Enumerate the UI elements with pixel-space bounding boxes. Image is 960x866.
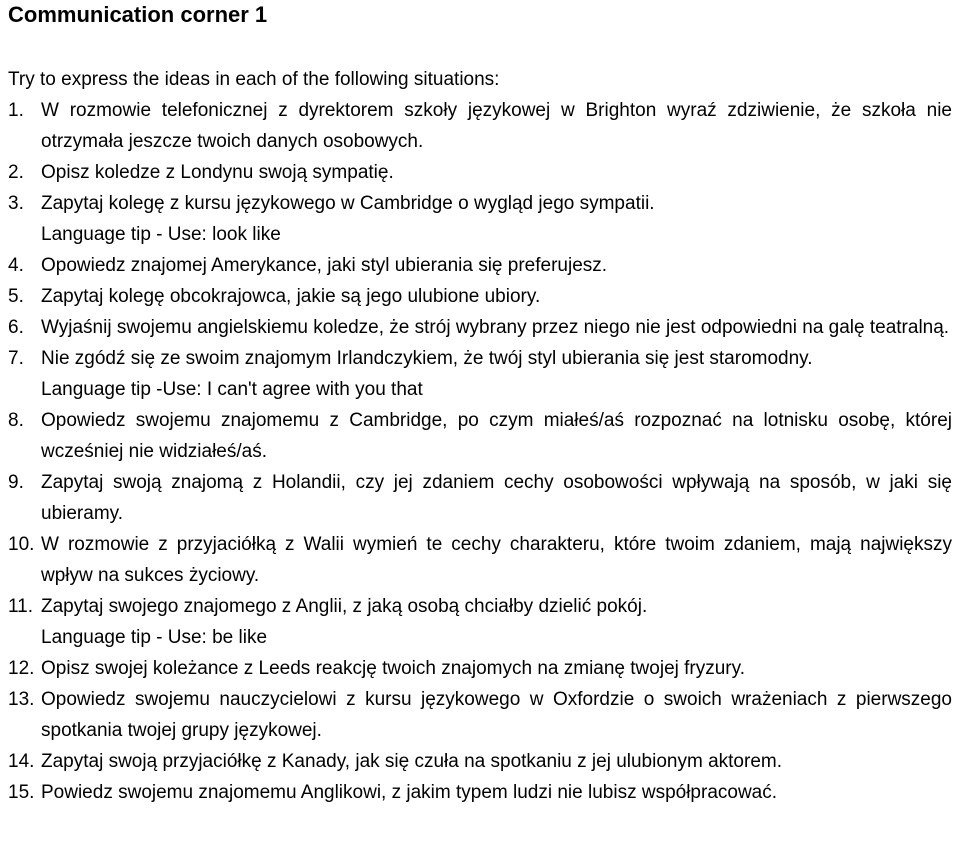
item-text: Opisz swojej koleżance z Leeds reakcję twoich znajomych na zmianę twojej fryzury. [41, 658, 746, 679]
item-number: 6. [8, 317, 24, 338]
item-text: Opowiedz znajomej Amerykance, jaki styl ubierania się preferujesz. [41, 255, 608, 276]
item-text: W rozmowie telefonicznej z dyrektorem szkoły językowej w Brighton wyraź zdziwienie, że szkoła nie otrzymała jeszcze twoich danych osobowych. [41, 100, 952, 152]
list-item [8, 653, 952, 684]
item-text: Nie zgódź się ze swoim znajomym Irlandczykiem, że twój styl ubierania się jest staromodny. [41, 348, 813, 369]
language-tip: Language tip - Use: be like [41, 627, 268, 648]
list-item [8, 250, 952, 281]
item-text: W rozmowie z przyjaciółką z Walii wymień te cechy charakteru, które twoim zdaniem, mają największy wpływ na sukces życiowy. [41, 534, 952, 586]
item-number: 10. [8, 534, 35, 555]
item-text: Powiedz swojemu znajomemu Anglikowi, z jakim typem ludzi nie lubisz współpracować. [41, 782, 778, 803]
item-number: 2. [8, 162, 24, 183]
item-number: 11. [8, 596, 34, 617]
list-item [8, 467, 952, 529]
intro-text: Try to express the ideas in each of the following situations: [8, 69, 500, 90]
list-item [8, 405, 952, 467]
item-text: Zapytaj kolegę z kursu językowego w Cambridge o wygląd jego sympatii. [41, 193, 655, 214]
item-number: 5. [8, 286, 24, 307]
item-number: 9. [8, 472, 24, 493]
list-item [8, 777, 952, 808]
list-item [8, 95, 952, 157]
item-number: 1. [8, 100, 24, 121]
list-item [8, 157, 952, 188]
item-text: Zapytaj swoją znajomą z Holandii, czy jej zdaniem cechy osobowości wpływają na sposób, w jaki się ubieramy. [41, 472, 952, 524]
item-number: 12. [8, 658, 35, 679]
item-number: 13. [8, 689, 35, 710]
language-tip: Language tip - Use: look like [41, 224, 281, 245]
item-text: Zapytaj swojego znajomego z Anglii, z jaką osobą chciałby dzielić pokój. [41, 596, 648, 617]
item-number: 3. [8, 193, 24, 214]
list-item [8, 591, 952, 622]
language-tip: Language tip -Use: I can't agree with you that [41, 379, 423, 400]
list-item [8, 529, 952, 591]
item-number: 7. [8, 348, 24, 369]
list-item [8, 746, 952, 777]
list-item [8, 343, 952, 374]
list-item [8, 312, 952, 343]
item-text: Opowiedz swojemu nauczycielowi z kursu językowego w Oxfordzie o swoich wrażeniach z pierwszego spotkania twojej grupy językowej. [41, 689, 952, 741]
item-text: Opowiedz swojemu znajomemu z Cambridge, po czym miałeś/aś rozpoznać na lotnisku osobę, której wcześniej nie widziałeś/aś. [41, 410, 952, 462]
item-number: 8. [8, 410, 24, 431]
list-item [8, 684, 952, 746]
list-item [8, 281, 952, 312]
item-text: Zapytaj swoją przyjaciółkę z Kanady, jak się czuła na spotkaniu z jej ulubionym aktorem. [41, 751, 782, 772]
item-text: Wyjaśnij swojemu angielskiemu koledze, że strój wybrany przez niego nie jest odpowiedni na galę teatralną. [41, 317, 950, 338]
situation-list [8, 95, 952, 808]
item-number: 4. [8, 255, 24, 276]
item-number: 15. [8, 782, 35, 803]
item-number: 14. [8, 751, 35, 772]
page-title: Communication corner 1 [8, 2, 268, 27]
item-text: Opisz koledze z Londynu swoją sympatię. [41, 162, 394, 183]
item-text: Zapytaj kolegę obcokrajowca, jakie są jego ulubione ubiory. [41, 286, 541, 307]
list-item [8, 188, 952, 219]
